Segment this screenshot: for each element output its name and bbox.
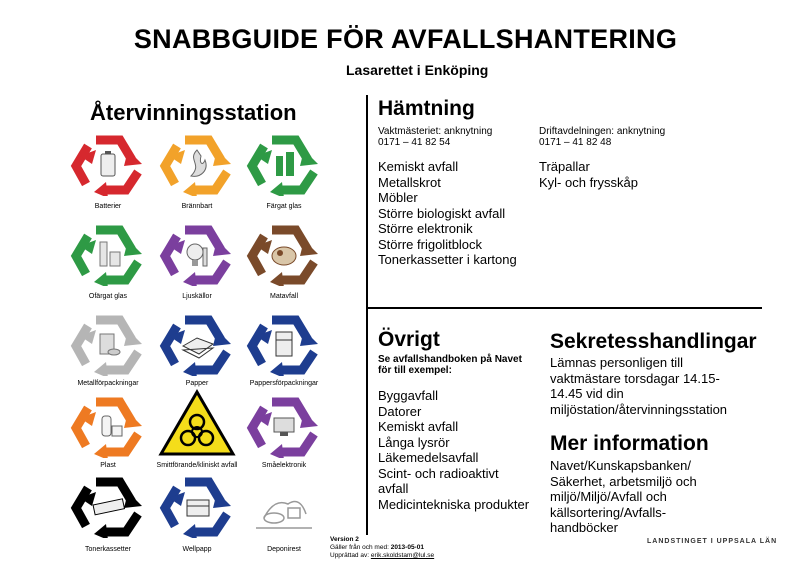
list-item: Kemiskt avfall <box>378 159 459 174</box>
list-item: Träpallar <box>539 159 590 174</box>
recycling-item-label: Deponirest <box>267 546 301 553</box>
author-email[interactable]: erik.skoldstam@lul.se <box>370 552 435 559</box>
pickup-right-contact <box>539 126 665 148</box>
recycling-item-label: Ljuskällor <box>182 293 212 300</box>
list-item: Möbler <box>378 190 418 205</box>
bottles-icon <box>244 126 324 196</box>
list-item: Större frigolitblock <box>378 236 483 252</box>
more-info-text <box>550 458 697 536</box>
recycling-heading: Återvinningsstation <box>90 100 297 125</box>
other-intro-line: för till exempel: <box>378 365 452 376</box>
list-item: Läkemedelsavfall <box>378 450 479 465</box>
horizontal-divider <box>366 307 762 309</box>
more-info-line: källsortering/Avfalls- <box>550 504 667 520</box>
more-info-line: miljö/Miljö/Avfall och <box>550 489 667 504</box>
recycling-item-label: Tonerkassetter <box>85 546 131 553</box>
recycling-item-label: Matavfall <box>269 293 298 300</box>
pickup-right-contact-phone: 0171 – 41 82 48 <box>539 137 612 148</box>
version-label: Version 2 <box>330 536 359 543</box>
list-item: Scint- och radioaktivt <box>378 465 499 481</box>
toner-icon <box>68 468 148 538</box>
author-row <box>330 552 434 560</box>
secrecy-text <box>550 355 727 417</box>
valid-from-label: Gäller från och med: <box>330 544 389 551</box>
secrecy-heading: Sekretesshandlingar <box>550 330 757 353</box>
recycling-item-label: Färgat glas <box>266 203 302 210</box>
pickup-left-contact <box>378 126 492 148</box>
organization-name: LANDSTINGET I UPPSALA LÄN <box>647 538 778 545</box>
valid-from-row <box>330 544 434 552</box>
list-item: Tonerkassetter i kartong <box>378 252 517 267</box>
recycling-item-label: Pappersförpackningar <box>249 380 319 387</box>
more-info-heading: Mer information <box>550 432 709 455</box>
more-info-line: handböcker <box>550 520 618 535</box>
more-info-line: Navet/Kunskapsbanken/ <box>550 458 691 473</box>
list-item: Datorer <box>378 403 422 419</box>
vertical-divider <box>366 95 368 535</box>
page-subtitle: Lasarettet i Enköping <box>346 62 489 78</box>
pickup-right-list <box>539 159 638 190</box>
list-item: Långa lysrör <box>378 434 450 450</box>
recycling-item-label: Batterier <box>94 203 122 210</box>
list-item: Större biologiskt avfall <box>378 205 506 221</box>
list-item: Kyl- och frysskåp <box>539 174 638 190</box>
recycling-item-label: Ofärgat glas <box>88 293 128 300</box>
pickup-left-contact-name: Vaktmästeriet: anknytning <box>378 126 493 137</box>
list-item: Medicintekniska produkter <box>378 496 530 512</box>
other-heading: Övrigt <box>378 328 440 351</box>
paper-icon <box>157 306 237 376</box>
recycling-item-label: Metallförpackningar <box>77 380 139 387</box>
page-title: SNABBGUIDE FÖR AVFALLSHANTERING <box>133 24 678 54</box>
battery-icon <box>68 126 148 196</box>
metal-can-icon <box>68 306 148 376</box>
author-label: Upprättad av: <box>330 552 370 559</box>
recycling-item-label: Wellpapp <box>182 546 212 553</box>
biohazard-icon <box>157 388 237 458</box>
light-bulb-icon <box>157 216 237 286</box>
recycling-item-label: Brännbart <box>181 203 213 210</box>
paper-carton-icon <box>244 306 324 376</box>
plastic-icon <box>68 388 148 458</box>
pickup-right-contact-name: Driftavdelningen: anknytning <box>539 126 666 137</box>
list-item: avfall <box>378 481 409 496</box>
recycling-item-label: Papper <box>185 380 209 387</box>
bottle-jar-icon <box>68 216 148 286</box>
landfill-icon <box>244 468 324 538</box>
recycling-item-label: Småelektronik <box>261 462 307 469</box>
list-item: Metallskrot <box>378 174 441 190</box>
secrecy-line: miljöstation/återvinningsstation <box>550 401 728 417</box>
secrecy-line: vaktmästare torsdagar 14.15- <box>550 370 720 386</box>
flame-icon <box>157 126 237 196</box>
valid-from-date: 2013-05-01 <box>390 544 424 551</box>
other-intro-line: Se avfallshandboken på Navet <box>378 354 522 365</box>
secrecy-line: Lämnas personligen till <box>550 355 683 370</box>
list-item: Större elektronik <box>378 221 473 236</box>
footer-info <box>330 536 434 560</box>
pickup-heading: Hämtning <box>378 97 475 120</box>
pickup-left-list <box>378 159 517 268</box>
recycling-item-label: Plast <box>100 462 116 469</box>
pickup-left-contact-phone: 0171 – 41 82 54 <box>378 137 451 148</box>
food-waste-icon <box>244 216 324 286</box>
list-item: Kemiskt avfall <box>378 419 459 434</box>
list-item: Byggavfall <box>378 388 438 403</box>
more-info-line: Säkerhet, arbetsmiljö och <box>550 473 697 489</box>
electronics-icon <box>244 388 324 458</box>
cardboard-icon <box>157 468 237 538</box>
secrecy-line: 14.45 vid din <box>550 386 624 401</box>
other-list <box>378 388 529 512</box>
other-intro <box>378 354 522 376</box>
recycling-item-label: Smittförande/kliniskt avfall <box>156 462 238 469</box>
